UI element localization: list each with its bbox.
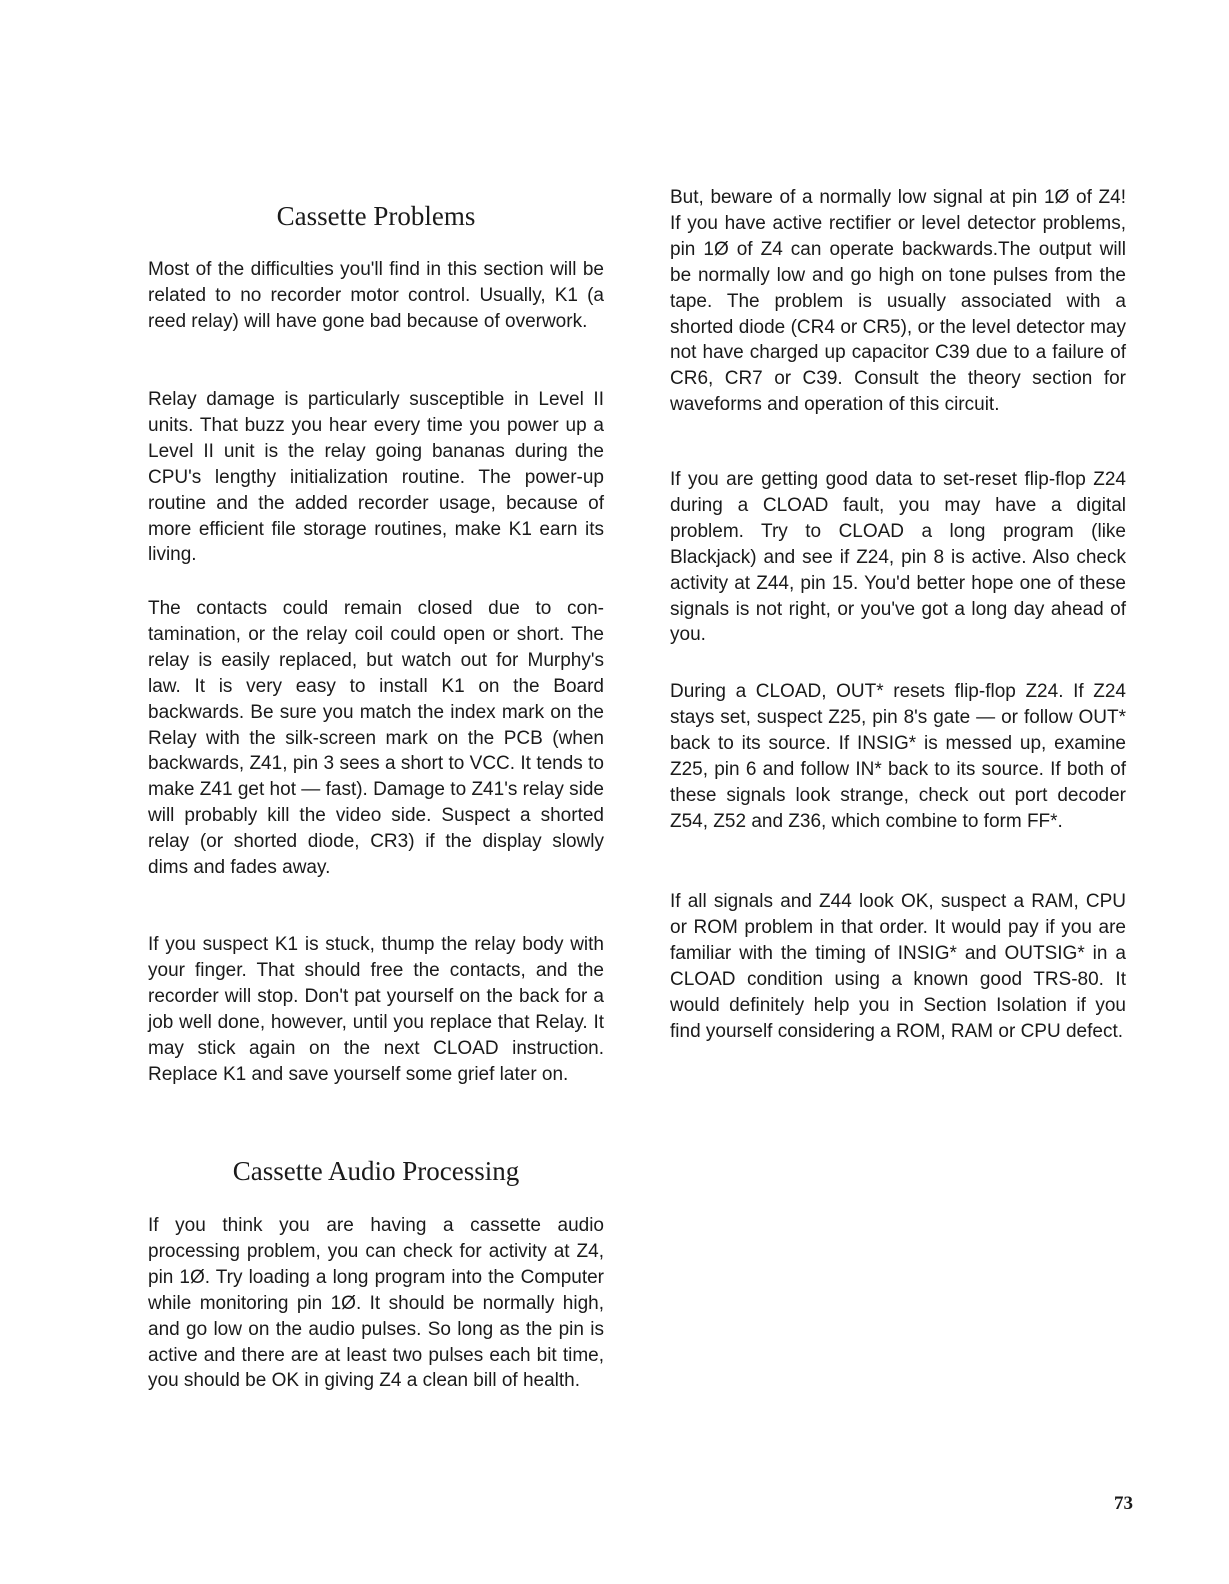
paragraph: The contacts could remain closed due to contamination, or the relay coil could open or short. The relay is easily replaced, but watch out for Murphy's law. It is very easy to install K1 on the Board backwards. Be sure you match the index mark on the Relay with the silk-screen mark on the PCB (when backwards, Z41, pin 3 sees a short to VCC. It tends to make Z41 get hot — fast). Damage to Z41's relay side will probably kill the video side. Suspect a shorted relay (or shorted diode, CR3) if the display slowly dims and fades away. bbox=[148, 598, 604, 879]
paragraph: If all signals and Z44 look OK, suspect a RAM, CPU or ROM problem in that order. It would pay if you are familiar with the timing of INSIG* and OUTSIG* in a CLOAD condition using a known good TRS-80. It would definitely help you in Section Isolation if you find yourself considering a ROM, RAM or CPU defect. bbox=[670, 891, 1126, 1042]
page-number: 73 bbox=[1114, 1493, 1133, 1514]
paragraph: If you think you are having a cassette audio processing problem, you can check for activity at Z4, pin 1Ø. Try loading a long program into the Computer while monitoring pin 1Ø. It should be normally high, and go low on the audio pulses. So long as the pin is active and there are at least two pulses each bit time, you should be OK in giving Z4 a clean bill of health. bbox=[148, 1215, 604, 1392]
paragraph: During a CLOAD, OUT* resets flip-flop Z24. If Z24 stays set, suspect Z25, pin 8's gate — or follow OUT* back to its source. If INSIG* is messed up, examine Z25, pin 6 and follow IN* back to its source. If both of these signals look strange, check out port decoder Z54, Z52 and Z36, which combine to form FF*. bbox=[670, 681, 1126, 832]
paragraph: If you are getting good data to set-reset flip-flop Z24 during a CLOAD fault, you may have a digital problem. Try to CLOAD a long program (like Blackjack) and see if Z24, pin 8 is active. Also check activity at Z44, pin 15. You'd better hope one of these signals is not right, or you've got a long day ahead of you. bbox=[670, 469, 1126, 646]
heading-cassette-audio-processing: Cassette Audio Processing bbox=[232, 1156, 520, 1186]
paragraph: If you suspect K1 is stuck, thump the relay body with your finger. That should free the contacts, and the recorder will stop. Don't pat yourself on the back for a job well done, however, until you replace that Relay. It may stick again on the next CLOAD instruction. Replace K1 and save yourself some grief later on. bbox=[148, 934, 604, 1085]
paragraph: Most of the difficulties you'll find in this section will be related to no recorder motor control. Usually, K1 (a reed relay) will have gone bad because of overwork. bbox=[148, 259, 604, 332]
paragraph: But, beware of a normally low signal at pin 1Ø of Z4! If you have active rectifier or level detector problems, pin 1Ø of Z4 can operate backwards.The output will be normally low and go high on tone pulses from the tape. The problem is usually associated with a shorted diode (CR4 or CR5), or the level detector may not have charged up capacitor C39 due to a failure of CR6, CR7 or C39. Consult the theory section for waveforms and operation of this circuit. bbox=[670, 187, 1126, 416]
paragraph: Relay damage is particularly susceptible in Level II units. That buzz you hear every time you power up a Level II unit is the relay going bananas during the CPU's lengthy initialization routine. The power-up routine and the added recorder usage, because of more efficient file storage routines, make K1 earn its living. bbox=[148, 389, 604, 566]
heading-cassette-problems: Cassette Problems bbox=[276, 201, 476, 231]
